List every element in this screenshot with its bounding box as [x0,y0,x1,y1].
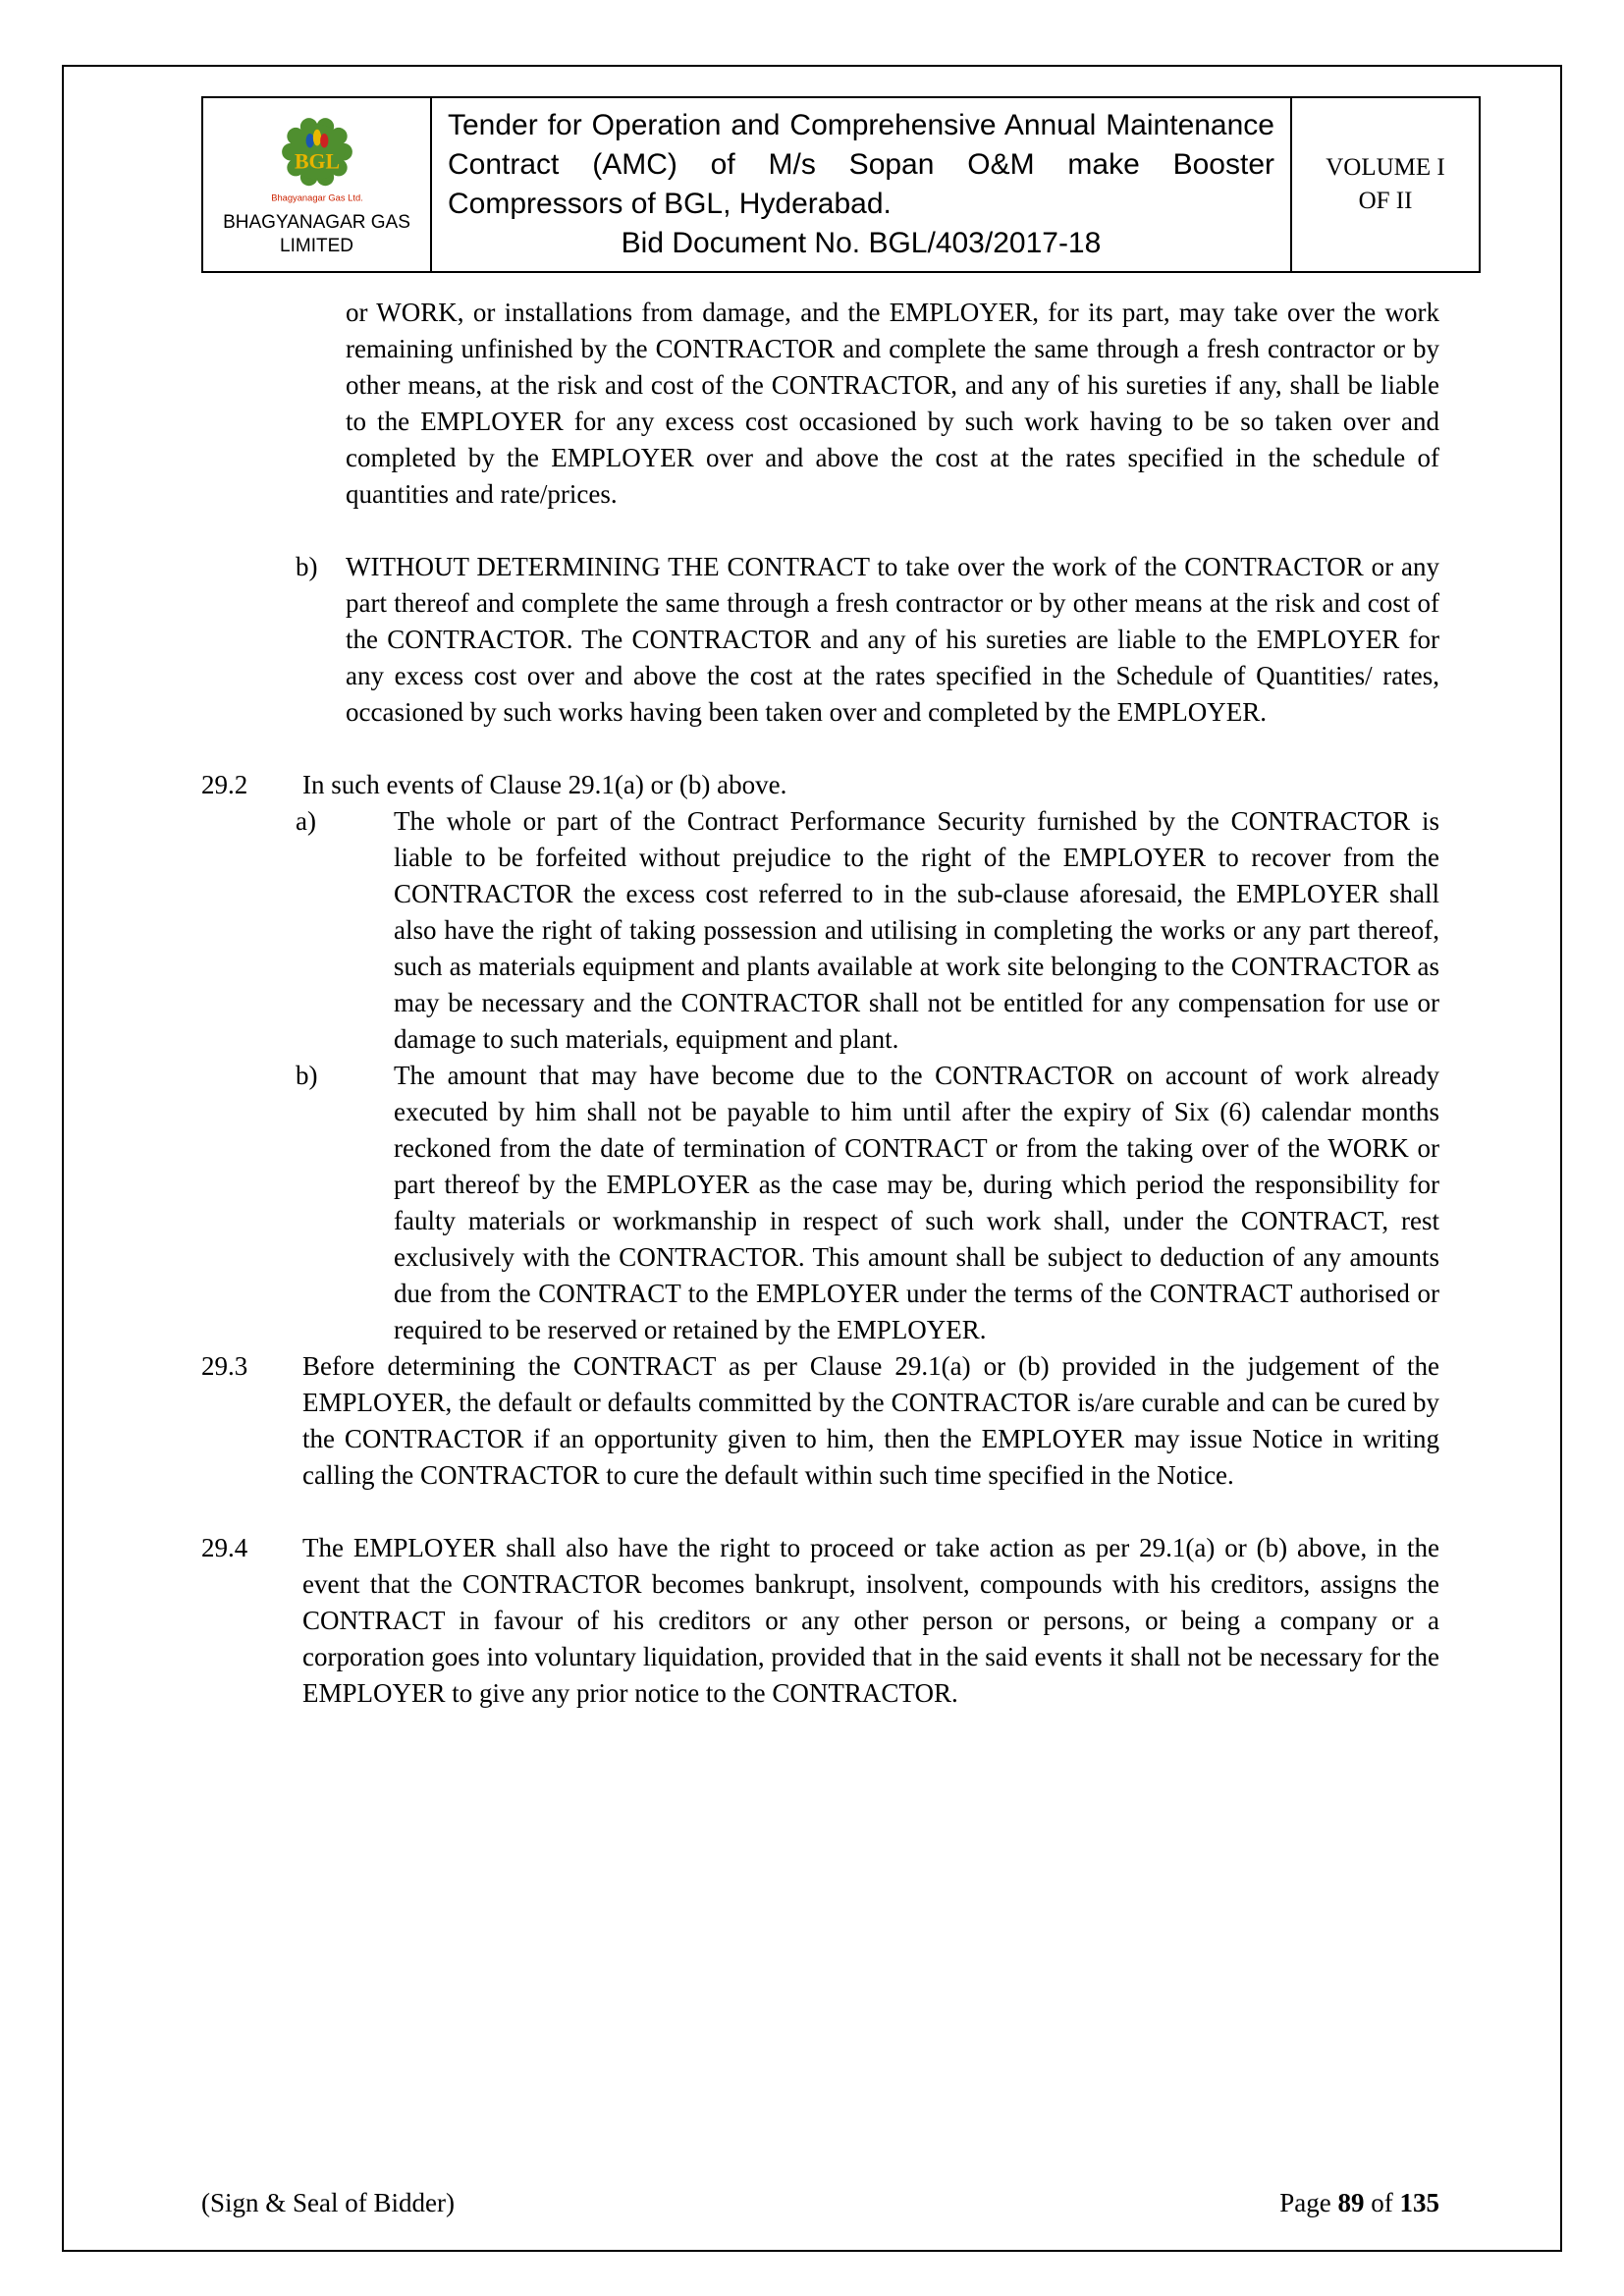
org-name-line2: LIMITED [280,236,353,256]
sign-seal-note: (Sign & Seal of Bidder) [201,2188,455,2217]
clause-29-2-item-a [296,803,1439,1058]
item-text: The whole or part of the Contract Performance Security furnished by the CONTRACTOR is liable to be forfeited without prejudice to the right of the EMPLOYER to recover from the CONTRACTOR the excess cost referred to in the sub-clause aforesaid, the EMPLOYER shall also have the right of taking possession and utilising in completing the works or any part thereof, such as materials equipment and plants available at work site belonging to the CONTRACTOR as may be necessary and the CONTRACTOR shall not be entitled for any compensation for use or damage to such materials, equipment and plant. [394,806,1439,1054]
clause-text: The EMPLOYER shall also have the right to proceed or take action as per 29.1(a) or (b) above, in the event that the CONTRACTOR becomes bankrupt, insolvent, compounds with his creditors, assigns the CONTRACT in favour of his creditors or any other person or persons, or being a company or a corporation goes into voluntary liquidation, provided that in the said events it shall not be necessary for the EMPLOYER to give any prior notice to the CONTRACTOR. [302,1533,1439,1708]
logo-acronym: BGL [294,149,340,174]
clause-29-1-item-b [296,549,1439,731]
flame-blue-icon [305,134,313,148]
page-word: Page [1279,2188,1331,2217]
clause-text: In such events of Clause 29.1(a) or (b) above. [302,770,787,799]
volume-line2: OF II [1358,188,1413,214]
title-cell [430,98,1290,271]
clause-number: 29.3 [201,1351,248,1381]
page-indicator [1279,2188,1439,2218]
logo-company-small: Bhagyanagar Gas Ltd. [270,192,363,203]
tender-title: Tender for Operation and Comprehensive Annual Maintenance Contract (AMC) of M/s Sopan O&M make Booster Compressors of BGL, Hyderabad. [448,109,1274,220]
item-label-b: b) [296,1061,318,1090]
org-name-line1: BHAGYANAGAR GAS [223,212,410,233]
clause-29-4 [201,1530,1439,1712]
volume-cell [1290,98,1479,271]
clause-29-2 [201,767,1439,803]
bid-document-number: Bid Document No. BGL/403/2017-18 [621,227,1102,259]
of-word: of [1371,2188,1393,2217]
item-label-a: a) [296,806,316,836]
clause-number: 29.2 [201,770,248,799]
clause-text: Before determining the CONTRACT as per Clause 29.1(a) or (b) provided in the judgement of the EMPLOYER, the default or defaults committed by the CONTRACTOR is/are curable and can be cured by the CONTRACTOR if an opportunity given to him, then the EMPLOYER may issue Notice in writing calling the CONTRACTOR to cure the default within such time specified in the Notice. [302,1351,1439,1490]
clause-29-1a-continuation: or WORK, or installations from damage, and the EMPLOYER, for its part, may take over the work remaining unfinished by the CONTRACTOR and complete the same through a fresh contractor or by other means, at the risk and cost of the CONTRACTOR, and any of his sureties if any, shall be liable to the EMPLOYER for any excess cost occasioned by such work having to be so taken over and completed by the EMPLOYER over and above the cost at the rates specified in the schedule of quantities and rate/prices. [346,298,1439,509]
volume-line1: VOLUME I [1326,154,1445,181]
item-text: The amount that may have become due to the CONTRACTOR on account of work already executed by him shall not be payable to him until after the expiry of Six (6) calendar months reckoned from the date of termination of CONTRACT or from the taking over of the WORK or part thereof by the EMPLOYER as the case may be, during which period the responsibility for faulty materials or workmanship in respect of such work shall, under the CONTRACT, rest exclusively with the CONTRACTOR. This amount shall be subject to deduction of any amounts due from the CONTRACT to the EMPLOYER under the terms of the CONTRACT authorised or required to be reserved or retained by the EMPLOYER. [394,1061,1439,1344]
clause-29-3 [201,1348,1439,1494]
document-body [201,295,1439,1712]
bgl-logo [266,111,368,209]
item-label-b: b) [296,552,318,581]
document-header [201,96,1481,273]
clause-number: 29.4 [201,1533,248,1562]
clause-29-2-item-b [296,1058,1439,1348]
item-text: WITHOUT DETERMINING THE CONTRACT to take over the work of the CONTRACTOR or any part thereof and complete the same through a fresh contractor or by other means at the risk and cost of the CONTRACTOR. The CONTRACTOR and any of his sureties are liable to the EMPLOYER for any excess cost over and above the cost at the rates specified in the Schedule of Quantities/ rates, occasioned by such works having been taken over and completed by the EMPLOYER. [346,552,1439,727]
page-total: 135 [1399,2188,1439,2217]
flame-yellow-icon [312,130,320,146]
flame-red-icon [320,134,328,148]
org-name [223,211,410,258]
page-number: 89 [1337,2188,1365,2217]
logo-cell [203,98,430,271]
